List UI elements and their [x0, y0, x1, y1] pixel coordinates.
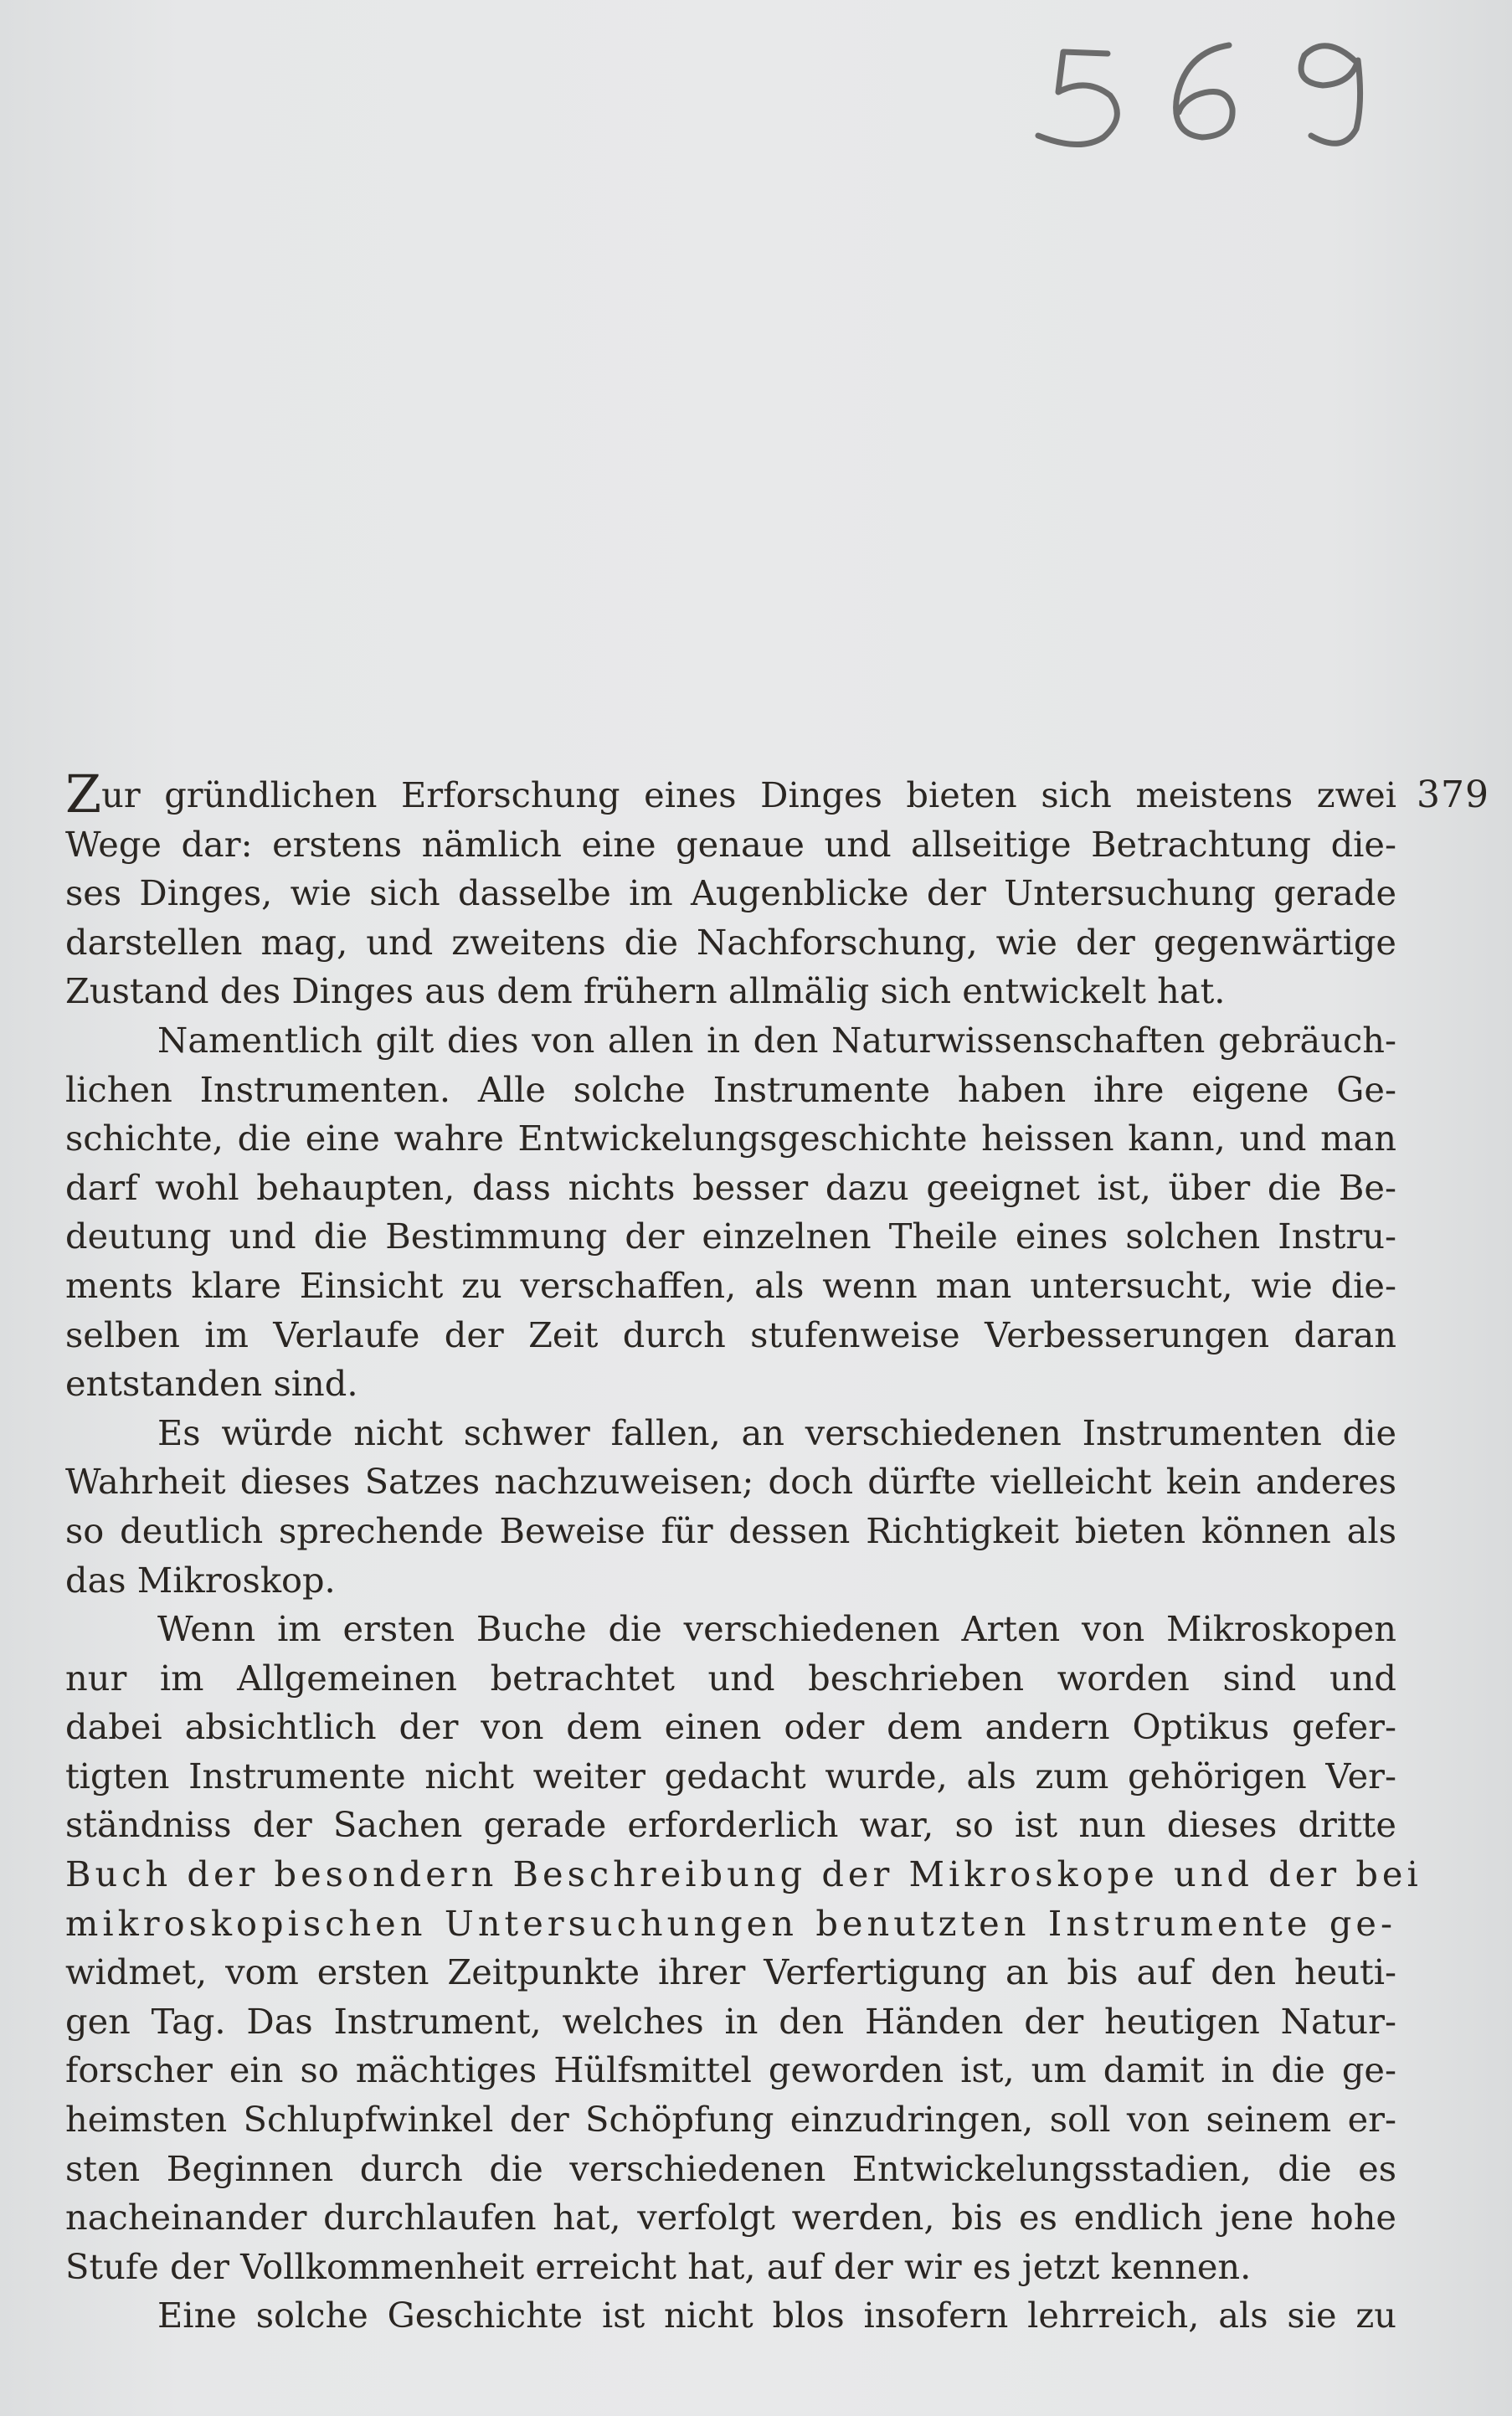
text-line: ses Dinges, wie sich dasselbe im Augenblicke der Untersuchung gerade [65, 872, 1396, 914]
text-line: lichen Instrumenten. Alle solche Instrumente haben ihre eigene Ge- [65, 1068, 1396, 1110]
text-line: deutung und die Bestimmung der einzelnen Theile eines solchen Instru- [65, 1216, 1396, 1257]
text-line: Namentlich gilt dies von allen in den Naturwissenschaften gebräuch- [157, 1019, 1396, 1061]
initial-letter: Z [65, 763, 102, 825]
text-line: gen Tag. Das Instrument, welches in den Händen der heutigen Natur- [65, 2000, 1396, 2042]
text-line: widmet, vom ersten Zeitpunkte ihrer Verfertigung an bis auf den heuti- [65, 1951, 1396, 1993]
text-line: Stufe der Vollkommenheit erreicht hat, auf der wir es jetzt kennen. [65, 2245, 1252, 2287]
text-line: Wege dar: erstens nämlich eine genaue und allseitige Betrachtung die- [65, 823, 1396, 865]
text-line: entstanden sind. [65, 1363, 358, 1405]
body-text [65, 763, 1422, 2341]
text-line: heimsten Schlupfwinkel der Schöpfung einzudringen, soll von seinem er- [65, 2099, 1396, 2141]
paragraph-3 [65, 1409, 1396, 1605]
text-line: das Mikroskop. [65, 1559, 336, 1601]
text-line: darstellen mag, und zweitens die Nachforschung, wie der gegenwärtige [65, 921, 1396, 963]
text-line: Buch der besondern Beschreibung der Mikroskope und der bei [65, 1853, 1422, 1895]
text-line: Eine solche Geschichte ist nicht blos insofern lehrreich, als sie zu [157, 2295, 1396, 2336]
page-number: 379 [1417, 774, 1489, 816]
paragraph-1 [65, 763, 1396, 1016]
text-line: Wahrheit dieses Satzes nachzuweisen; doch dürfte vielleicht kein anderes [65, 1461, 1396, 1503]
text-line: dabei absichtlich der von dem einen oder dem andern Optikus gefer- [65, 1706, 1396, 1748]
text-line: nacheinander durchlaufen hat, verfolgt werden, bis es endlich jene hohe [65, 2197, 1396, 2239]
text-line: Es würde nicht schwer fallen, an verschiedenen Instrumenten die [157, 1411, 1396, 1453]
handwritten-catalog-number [1028, 18, 1388, 161]
text-line: mikroskopischen Untersuchungen benutzten Instrumente ge- [65, 1902, 1396, 1944]
text-line: schichte, die eine wahre Entwickelungsgeschichte heissen kann, und man [65, 1118, 1396, 1159]
text-line: sten Beginnen durch die verschiedenen Entwickelungsstadien, die es [65, 2147, 1396, 2189]
text-line: forscher ein so mächtiges Hülfsmittel geworden ist, um damit in die ge- [65, 2049, 1396, 2091]
text-line: Wenn im ersten Buche die verschiedenen Arten von Mikroskopen [157, 1608, 1396, 1650]
text-line: ments klare Einsicht zu verschaffen, als wenn man untersucht, wie die- [65, 1264, 1396, 1306]
text-line: tigten Instrumente nicht weiter gedacht wurde, als zum gehörigen Ver- [65, 1755, 1396, 1797]
text-line: ständniss der Sachen gerade erforderlich war, so ist nun dieses dritte [65, 1804, 1396, 1846]
text-line: nur im Allgemeinen betrachtet und beschrieben worden sind und [65, 1657, 1396, 1699]
text-line: Zur gründlichen Erforschung eines Dinges bieten sich meistens zwei [65, 763, 1396, 825]
handwritten-569-drawing [1028, 18, 1388, 161]
text-line: selben im Verlaufe der Zeit durch stufenweise Verbesserungen daran [65, 1313, 1396, 1355]
paragraph-2 [65, 1016, 1396, 1409]
text-line: Zustand des Dinges aus dem frühern allmälig sich entwickelt hat. [65, 970, 1226, 1012]
paragraph-4 [65, 1605, 1422, 2291]
text-line: so deutlich sprechende Beweise für dessen Richtigkeit bieten können als [65, 1509, 1396, 1551]
text-line: darf wohl behaupten, dass nichts besser dazu geeignet ist, über die Be- [65, 1166, 1396, 1208]
paragraph-5 [65, 2291, 1396, 2341]
